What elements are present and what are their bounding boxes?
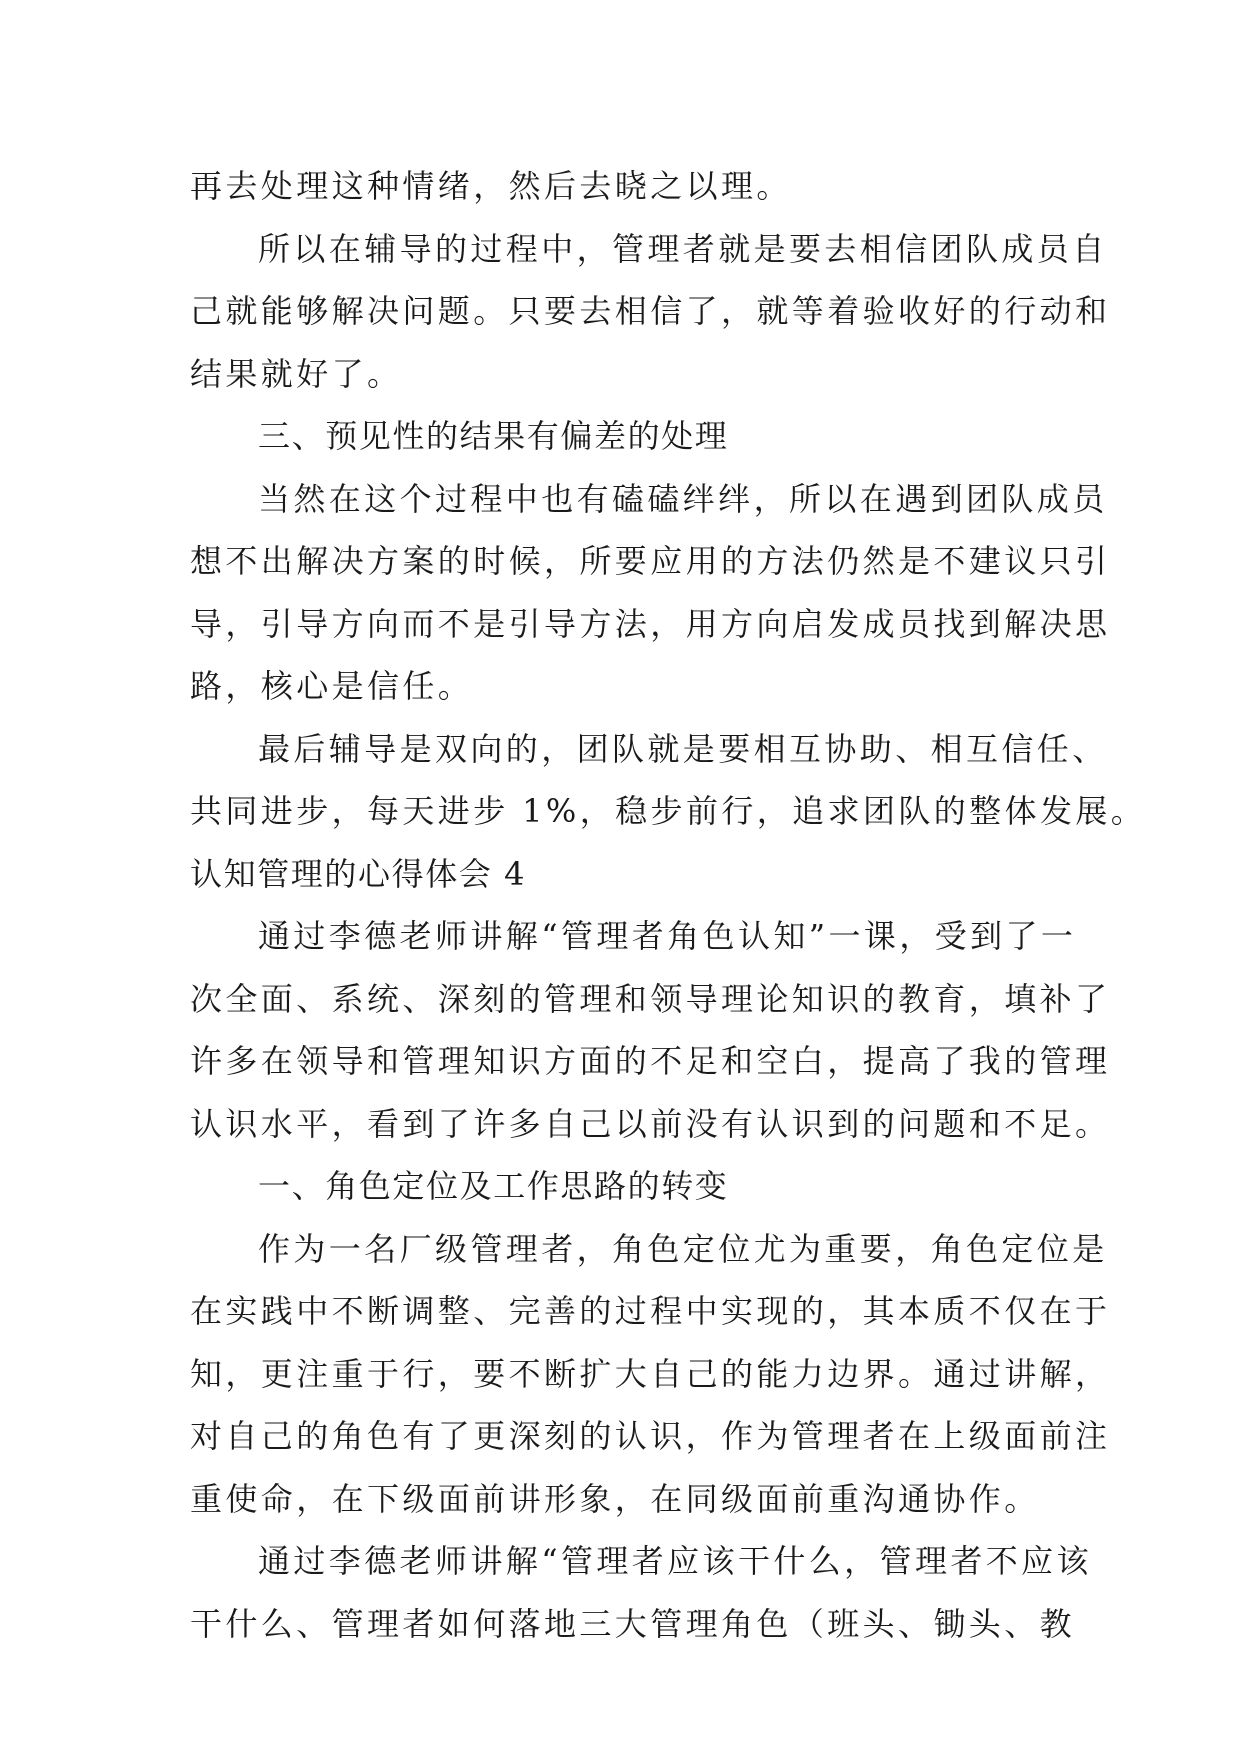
body-text-line: 结果就好了。 (190, 354, 403, 393)
article-title: 认知管理的心得体会 4 (190, 854, 527, 893)
body-text-line: 对自己的角色有了更深刻的认识，作为管理者在上级面前注 (190, 1417, 1111, 1455)
body-text-line: 己就能够解决问题。只要去相信了，就等着验收好的行动和 (190, 292, 1111, 330)
paragraph-start-line: 所以在辅导的过程中，管理者就是要去相信团队成员自 (258, 229, 1108, 268)
body-text-line: 路，核心是信任。 (190, 667, 474, 705)
paragraph-start-line: 最后辅导是双向的，团队就是要相互协助、相互信任、 (258, 729, 1108, 768)
body-text-line: 重使命，在下级面前讲形象，在同级面前重沟通协作。 (190, 1479, 1040, 1518)
body-text-line: 许多在领导和管理知识方面的不足和空白，提高了我的管理 (190, 1042, 1111, 1080)
body-text-line: 知，更注重于行，要不断扩大自己的能力边界。通过讲解， (190, 1354, 1111, 1393)
paragraph-start-line: 通过李德老师讲解“管理者应该干什么，管理者不应该 (258, 1542, 1092, 1580)
document-body (190, 155, 1147, 1655)
body-text-line: 在实践中不断调整、完善的过程中实现的，其本质不仅在于 (190, 1292, 1111, 1330)
body-text-line: 共同进步，每天进步 1%，稳步前行，追求团队的整体发展。 (190, 792, 1147, 830)
paragraph-start-line: 通过李德老师讲解“管理者角色认知”一课，受到了一 (258, 917, 1077, 955)
body-text-line: 导，引导方向而不是引导方法，用方向启发成员找到解决思 (190, 604, 1111, 643)
paragraph-start-line: 当然在这个过程中也有磕磕绊绊，所以在遇到团队成员 (258, 479, 1108, 518)
body-text-line: 认识水平，看到了许多自己以前没有认识到的问题和不足。 (190, 1104, 1111, 1143)
body-text-line: 干什么、管理者如何落地三大管理角色（班头、锄头、教 (190, 1604, 1076, 1643)
section-heading: 一、角色定位及工作思路的转变 (258, 1167, 729, 1205)
body-text-line: 想不出解决方案的时候，所要应用的方法仍然是不建议只引 (190, 542, 1111, 580)
paragraph-start-line: 作为一名厂级管理者，角色定位尤为重要，角色定位是 (258, 1229, 1108, 1268)
section-heading: 三、预见性的结果有偏差的处理 (258, 417, 729, 455)
body-text-line: 次全面、系统、深刻的管理和领导理论知识的教育，填补了 (190, 979, 1111, 1018)
body-text-line: 再去处理这种情绪，然后去晓之以理。 (190, 167, 792, 205)
